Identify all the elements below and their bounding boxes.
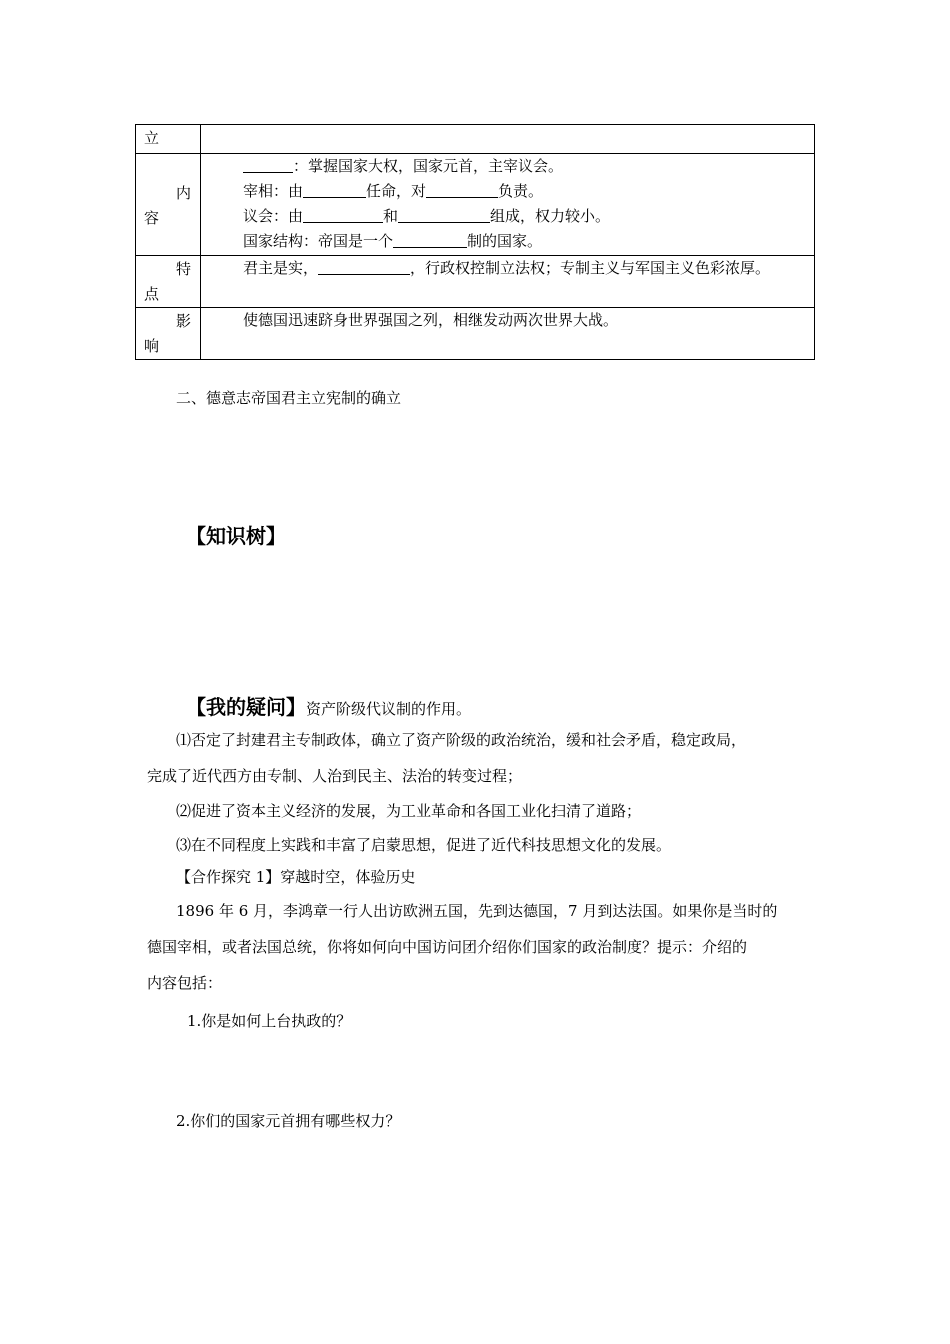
question-1: 1.你是如何上台执政的？ [187, 1012, 352, 1030]
coop-paragraph-line: 德国宰相，或者法国总统，你将如何向中国访问团介绍你们国家的政治制度？提示：介绍的 [147, 938, 748, 956]
table-row [136, 308, 815, 360]
fill-blank [398, 207, 490, 223]
row-content [201, 125, 815, 154]
fill-blank [318, 259, 410, 275]
section-heading: 二、德意志帝国君主立宪制的确立 [176, 389, 402, 407]
fill-blank [303, 207, 383, 223]
coop-heading: 【合作探究 1】穿越时空，体验历史 [176, 868, 416, 886]
row-label-char: 容 [144, 209, 160, 227]
coop-paragraph-line: 内容包括： [147, 974, 223, 992]
row-label-char: 立 [144, 129, 160, 147]
point-line: ⑶在不同程度上实践和丰富了启蒙思想，促进了近代科技思想文化的发展。 [176, 836, 672, 854]
coop-paragraph-line: 1896 年 6 月，李鸿章一行人出访欧洲五国，先到达德国，7 月到达法国。如果你是当时的 [176, 902, 778, 920]
point-line: 完成了近代西方由专制、人治到民主、法治的转变过程； [147, 767, 523, 785]
fill-blank [243, 157, 293, 173]
question-2: 2.你们的国家元首拥有哪些权力？ [176, 1112, 401, 1130]
knowledge-tree-heading: 【知识树】 [186, 524, 286, 548]
content-line: 国家结构：帝国是一个 制的国家。 [243, 232, 543, 250]
row-label-char: 响 [144, 337, 160, 355]
content-line: 议会：由 和 组成，权力较小。 [243, 207, 611, 225]
table-row [136, 154, 815, 256]
content-line: ：掌握国家大权，国家元首，主宰议会。 [243, 154, 814, 179]
row-content [201, 256, 815, 308]
content-line: 使德国迅速跻身世界强国之列，相继发动两次世界大战。 [243, 311, 619, 329]
my-question-text: 资产阶级代议制的作用。 [306, 700, 472, 718]
table-row [136, 256, 815, 308]
row-label-char: 点 [144, 285, 160, 303]
row-label-char: 特 [176, 260, 192, 278]
row-label [136, 256, 201, 308]
point-line: ⑴否定了封建君主专制政体，确立了资产阶级的政治统治，缓和社会矛盾，稳定政局， [176, 731, 747, 749]
my-question-heading: 【我的疑问】 [186, 695, 306, 719]
fill-blank [426, 182, 498, 198]
row-label [136, 125, 201, 154]
my-question [186, 691, 471, 720]
table-row [136, 125, 815, 154]
row-content [201, 154, 815, 256]
content-line: 宰相：由 任命，对 负责。 [243, 182, 544, 200]
fill-blank [393, 232, 467, 248]
row-label-char: 内 [176, 184, 192, 202]
row-label [136, 308, 201, 360]
fill-blank [303, 182, 366, 198]
point-line: ⑵促进了资本主义经济的发展，为工业革命和各国工业化扫清了道路； [176, 802, 642, 820]
summary-table [135, 124, 815, 360]
row-label-char: 影 [176, 312, 192, 330]
content-line: 君主是实， ，行政权控制立法权；专制主义与军国主义色彩浓厚。 [243, 259, 771, 277]
row-content [201, 308, 815, 360]
row-label [136, 154, 201, 256]
